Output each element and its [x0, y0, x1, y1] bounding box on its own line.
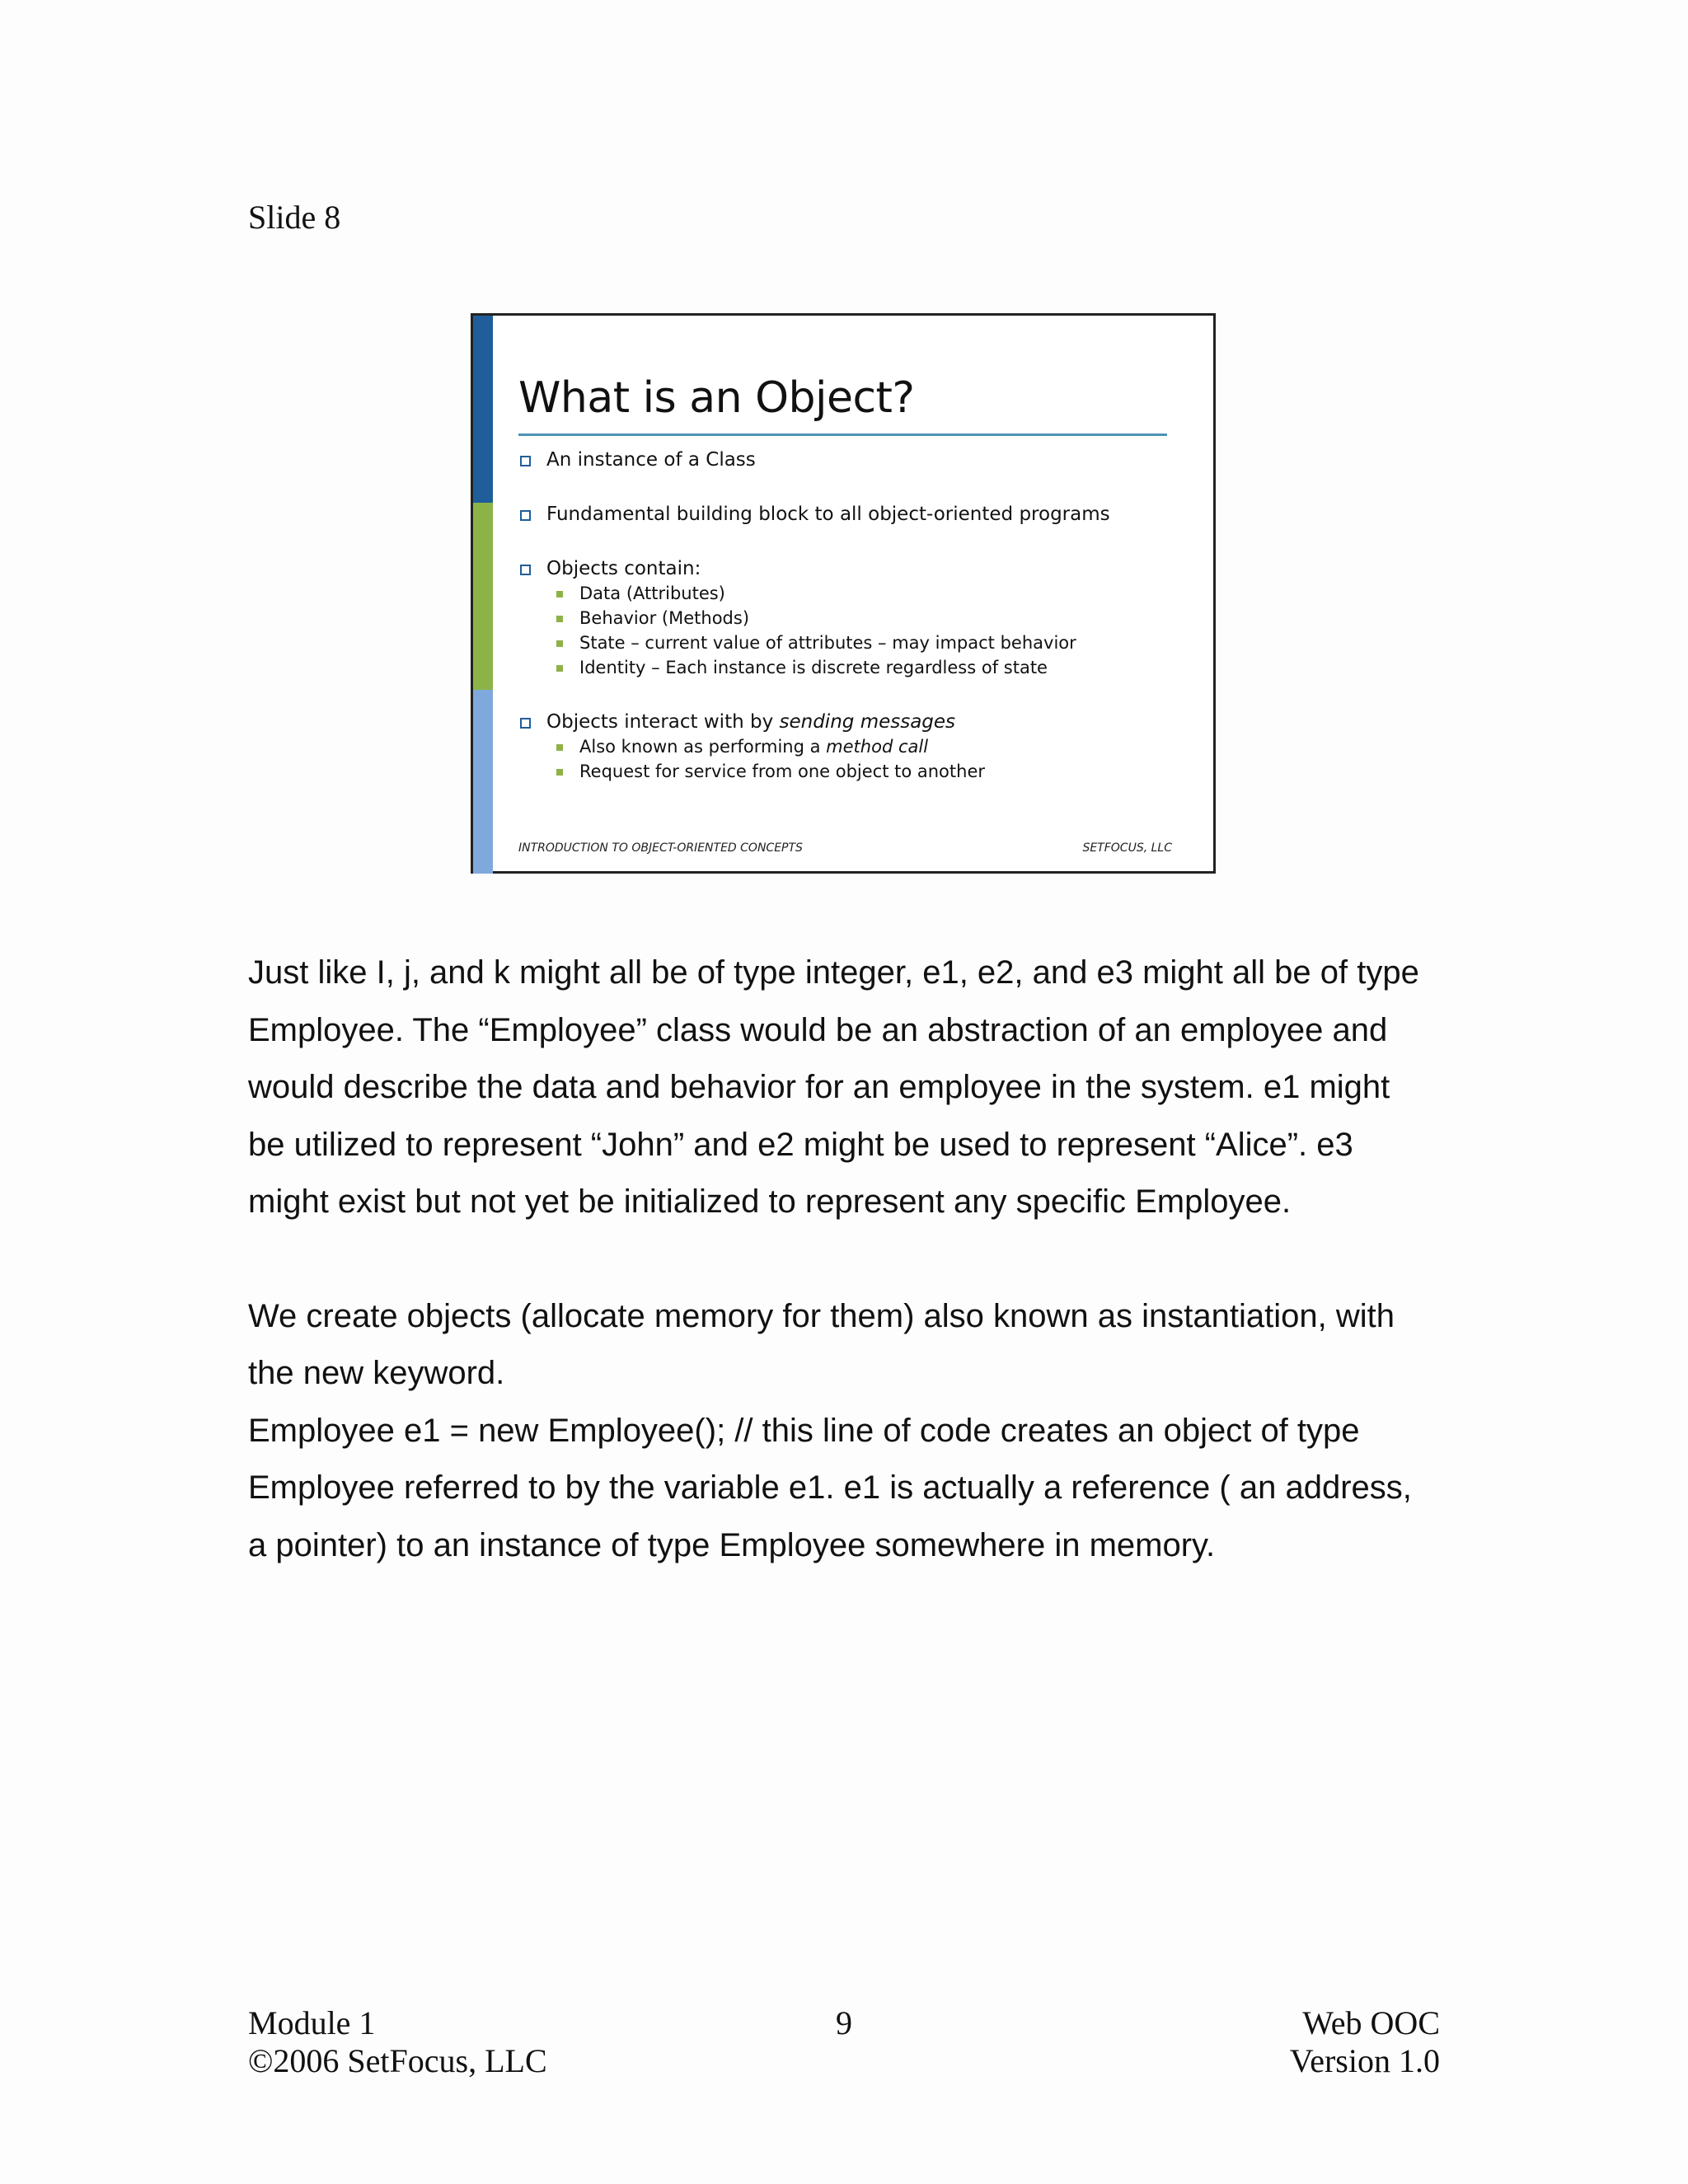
- footer-right: [1290, 2004, 1440, 2080]
- slide-label: Slide 8: [248, 199, 341, 236]
- notes-line: be utilized to represent “John” and e2 might be used to represent “Alice”. e3: [248, 1126, 1353, 1163]
- slide-footer-company: SETFOCUS, LLC: [1082, 841, 1172, 855]
- sub-bullet-item: [518, 734, 1194, 759]
- sub-bullet-text: Data (Attributes): [579, 583, 725, 603]
- bullet-text: Objects contain:: [546, 558, 701, 579]
- sub-bullet-item: [518, 759, 1194, 784]
- notes-line: We create objects (allocate memory for them) also known as instantiation, with: [248, 1297, 1395, 1334]
- notes-line: Just like I, j, and k might all be of type integer, e1, e2, and e3 might all be of type: [248, 954, 1419, 991]
- notes-line: a pointer) to an instance of type Employee somewhere in memory.: [248, 1526, 1216, 1563]
- square-bullet-icon: [520, 510, 531, 521]
- page-footer: [248, 2004, 1440, 2087]
- notes-line: might exist but not yet be initialized to represent any specific Employee.: [248, 1183, 1292, 1220]
- green-square-bullet-icon: [556, 591, 563, 598]
- square-bullet-icon: [520, 565, 531, 575]
- slide-footer-course: INTRODUCTION TO OBJECT-ORIENTED CONCEPTS: [518, 841, 803, 855]
- notes-line: Employee. The “Employee” class would be an abstraction of an employee and: [248, 1011, 1388, 1048]
- bullet-text: Fundamental building block to all object-oriented programs: [546, 504, 1110, 525]
- sub-bullet-text: Also known as performing a: [579, 737, 827, 757]
- bullet-text: Objects interact with by: [546, 711, 780, 733]
- sub-bullet-item: [518, 630, 1194, 655]
- bullet-item: [518, 710, 1194, 734]
- bullet-item: [518, 556, 1194, 581]
- slide-title: What is an Object?: [518, 373, 915, 423]
- title-underline: [518, 434, 1167, 436]
- notes-line: Employee referred to by the variable e1. e1 is actually a reference ( an address,: [248, 1469, 1412, 1506]
- notes-line: would describe the data and behavior for an employee in the system. e1 might: [248, 1069, 1390, 1105]
- sub-bullet-item: [518, 655, 1194, 680]
- sub-bullet-emphasis: method call: [826, 737, 929, 757]
- page-number: 9: [836, 2004, 852, 2041]
- green-square-bullet-icon: [556, 616, 563, 622]
- sub-bullet-item: [518, 606, 1194, 630]
- green-square-bullet-icon: [556, 665, 563, 672]
- notes-body: [248, 944, 1451, 1574]
- slide-thumbnail: [471, 313, 1216, 874]
- square-bullet-icon: [520, 456, 531, 466]
- sub-bullet-text: Identity – Each instance is discrete regardless of state: [579, 658, 1048, 677]
- slide-accent-bar-green: [473, 503, 493, 690]
- sub-bullet-text: Behavior (Methods): [579, 608, 750, 628]
- sub-bullet-item: [518, 581, 1194, 606]
- sub-bullet-text: Request for service from one object to another: [579, 762, 985, 781]
- bullet-item: [518, 448, 1194, 472]
- footer-version: Version 1.0: [1289, 2042, 1440, 2079]
- notes-line: the new keyword.: [248, 1355, 505, 1391]
- green-square-bullet-icon: [556, 744, 563, 751]
- slide-accent-bar-blue: [473, 316, 493, 503]
- bullet-item: [518, 502, 1194, 527]
- slide-bullets: [518, 448, 1194, 784]
- bullet-text: An instance of a Class: [546, 449, 756, 471]
- footer-course-name: Web OOC: [1302, 2004, 1440, 2041]
- bullet-emphasis: sending messages: [779, 711, 956, 733]
- footer-copyright: ©2006 SetFocus, LLC: [248, 2042, 547, 2079]
- notes-line: Employee e1 = new Employee(); // this line of code creates an object of type: [248, 1412, 1360, 1449]
- green-square-bullet-icon: [556, 769, 563, 776]
- square-bullet-icon: [520, 718, 531, 729]
- footer-module: Module 1: [248, 2004, 376, 2041]
- slide-accent-bar-lightblue: [473, 690, 493, 874]
- green-square-bullet-icon: [556, 640, 563, 647]
- sub-bullet-text: State – current value of attributes – may impact behavior: [579, 633, 1076, 653]
